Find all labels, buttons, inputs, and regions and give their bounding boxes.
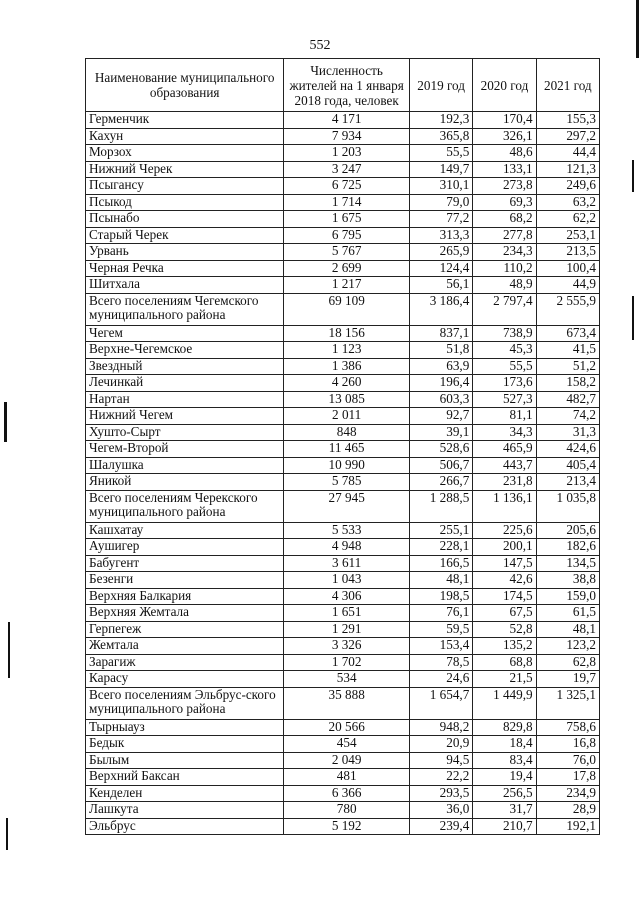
cell-2019: 153,4 [409,638,472,655]
scan-edge-mark [632,296,634,340]
table-row [86,638,600,655]
cell-population: 1 651 [284,605,410,622]
cell-2019: 48,1 [409,572,472,589]
cell-name: Чегем-Второй [86,441,284,458]
cell-2020: 48,6 [473,145,536,162]
cell-2020: 527,3 [473,391,536,408]
cell-2021: 16,8 [536,736,599,753]
cell-2020: 110,2 [473,260,536,277]
cell-2021: 155,3 [536,112,599,129]
cell-2020: 234,3 [473,244,536,261]
cell-2019: 239,4 [409,818,472,835]
cell-2021: 159,0 [536,588,599,605]
table-row [86,588,600,605]
cell-2019: 192,3 [409,112,472,129]
header-2021: 2021 год [536,59,599,112]
cell-2021: 38,8 [536,572,599,589]
cell-name: Яникой [86,474,284,491]
cell-2019: 24,6 [409,671,472,688]
cell-2019: 837,1 [409,325,472,342]
cell-population: 1 291 [284,621,410,638]
table-row [86,802,600,819]
cell-2019: 56,1 [409,277,472,294]
cell-2019: 603,3 [409,391,472,408]
cell-2020: 45,3 [473,342,536,359]
table-row [86,785,600,802]
table-row [86,818,600,835]
cell-2021: 76,0 [536,752,599,769]
cell-population: 5 767 [284,244,410,261]
scan-edge-mark [632,160,634,192]
table-row [86,178,600,195]
cell-2020: 42,6 [473,572,536,589]
cell-2020: 200,1 [473,539,536,556]
cell-2020: 34,3 [473,424,536,441]
cell-population: 3 326 [284,638,410,655]
cell-population: 1 123 [284,342,410,359]
table-row [86,555,600,572]
cell-2020: 231,8 [473,474,536,491]
cell-population: 20 566 [284,719,410,736]
cell-name: Зарагиж [86,654,284,671]
cell-2021: 1 035,8 [536,490,599,522]
scan-edge-mark [8,622,10,678]
table-row [86,572,600,589]
cell-name: Нартан [86,391,284,408]
table-row [86,145,600,162]
cell-2019: 77,2 [409,211,472,228]
cell-2020: 19,4 [473,769,536,786]
table-body [86,112,600,835]
allocation-table [85,58,600,835]
cell-2019: 63,9 [409,358,472,375]
table-row [86,277,600,294]
cell-2020: 135,2 [473,638,536,655]
scan-edge-mark [6,818,8,850]
cell-2020: 173,6 [473,375,536,392]
cell-2020: 18,4 [473,736,536,753]
cell-population: 1 386 [284,358,410,375]
cell-2019: 228,1 [409,539,472,556]
cell-2019: 20,9 [409,736,472,753]
cell-population: 1 043 [284,572,410,589]
header-2020: 2020 год [473,59,536,112]
cell-2019: 265,9 [409,244,472,261]
cell-2021: 213,5 [536,244,599,261]
cell-2020: 147,5 [473,555,536,572]
cell-2020: 48,9 [473,277,536,294]
cell-2021: 41,5 [536,342,599,359]
cell-2020: 68,2 [473,211,536,228]
cell-2019: 528,6 [409,441,472,458]
cell-2020: 68,8 [473,654,536,671]
table-row [86,244,600,261]
cell-2020: 31,7 [473,802,536,819]
cell-population: 5 533 [284,522,410,539]
table-row [86,260,600,277]
scan-edge-mark [636,0,639,58]
cell-name: Лашкута [86,802,284,819]
cell-2020: 326,1 [473,128,536,145]
table-row [86,654,600,671]
cell-population: 2 011 [284,408,410,425]
table-row [86,161,600,178]
cell-2021: 51,2 [536,358,599,375]
cell-2019: 1 288,5 [409,490,472,522]
table-total-row [86,293,600,325]
cell-population: 35 888 [284,687,410,719]
scan-edge-mark [4,402,7,442]
page-number: 552 [309,38,331,53]
cell-2019: 92,7 [409,408,472,425]
table-total-row [86,490,600,522]
cell-name: Шалушка [86,457,284,474]
table-row [86,441,600,458]
cell-2020: 465,9 [473,441,536,458]
cell-name: Бабугент [86,555,284,572]
cell-2020: 1 136,1 [473,490,536,522]
table-row [86,211,600,228]
cell-2019: 506,7 [409,457,472,474]
cell-population: 1 714 [284,194,410,211]
cell-2020: 133,1 [473,161,536,178]
cell-population: 1 702 [284,654,410,671]
cell-2019: 78,5 [409,654,472,671]
table-row [86,605,600,622]
cell-population: 13 085 [284,391,410,408]
cell-2020: 52,8 [473,621,536,638]
cell-2020: 256,5 [473,785,536,802]
cell-2020: 1 449,9 [473,687,536,719]
cell-name: Эльбрус [86,818,284,835]
cell-name: Верхний Баксан [86,769,284,786]
cell-2021: 234,9 [536,785,599,802]
cell-population: 3 247 [284,161,410,178]
cell-population: 534 [284,671,410,688]
cell-name: Шитхала [86,277,284,294]
cell-population: 69 109 [284,293,410,325]
cell-name: Лечинкай [86,375,284,392]
cell-2020: 738,9 [473,325,536,342]
cell-2020: 443,7 [473,457,536,474]
cell-name: Нижний Чегем [86,408,284,425]
cell-2019: 22,2 [409,769,472,786]
table-row [86,408,600,425]
table-row [86,375,600,392]
cell-name: Всего поселениям Черекского муниципального района [86,490,284,522]
cell-name: Кахун [86,128,284,145]
cell-population: 454 [284,736,410,753]
header-name: Наименование муниципального образования [86,59,284,112]
cell-2021: 192,1 [536,818,599,835]
cell-2019: 59,5 [409,621,472,638]
cell-2019: 255,1 [409,522,472,539]
cell-name: Карасу [86,671,284,688]
table-row [86,342,600,359]
header-population: Численность жителей на 1 января 2018 года, человек [284,59,410,112]
cell-2021: 123,2 [536,638,599,655]
table-row [86,671,600,688]
cell-2019: 76,1 [409,605,472,622]
cell-2020: 829,8 [473,719,536,736]
cell-name: Хушто-Сырт [86,424,284,441]
cell-name: Псыгансу [86,178,284,195]
cell-population: 481 [284,769,410,786]
table-row [86,194,600,211]
cell-2019: 51,8 [409,342,472,359]
cell-2021: 182,6 [536,539,599,556]
cell-population: 5 785 [284,474,410,491]
table-row [86,112,600,129]
cell-name: Бедык [86,736,284,753]
cell-name: Псыкод [86,194,284,211]
cell-2019: 293,5 [409,785,472,802]
cell-2019: 36,0 [409,802,472,819]
cell-2020: 83,4 [473,752,536,769]
table-row [86,128,600,145]
cell-name: Кашхатау [86,522,284,539]
cell-name: Тырныауз [86,719,284,736]
cell-2021: 205,6 [536,522,599,539]
cell-2019: 196,4 [409,375,472,392]
table-row [86,752,600,769]
table-row [86,539,600,556]
cell-2020: 55,5 [473,358,536,375]
cell-name: Морзох [86,145,284,162]
cell-2020: 210,7 [473,818,536,835]
cell-name: Черная Речка [86,260,284,277]
cell-2019: 365,8 [409,128,472,145]
cell-2019: 310,1 [409,178,472,195]
cell-population: 1 217 [284,277,410,294]
cell-name: Звездный [86,358,284,375]
cell-2021: 673,4 [536,325,599,342]
cell-name: Чегем [86,325,284,342]
cell-name: Всего поселениям Эльбрус-ского муниципального района [86,687,284,719]
cell-2019: 166,5 [409,555,472,572]
cell-population: 4 171 [284,112,410,129]
cell-population: 4 306 [284,588,410,605]
cell-name: Верхняя Балкария [86,588,284,605]
cell-population: 4 948 [284,539,410,556]
cell-2021: 28,9 [536,802,599,819]
cell-population: 4 260 [284,375,410,392]
cell-name: Былым [86,752,284,769]
cell-population: 2 699 [284,260,410,277]
table-row [86,391,600,408]
cell-2021: 424,6 [536,441,599,458]
cell-2020: 273,8 [473,178,536,195]
cell-population: 1 675 [284,211,410,228]
cell-population: 780 [284,802,410,819]
cell-2021: 158,2 [536,375,599,392]
cell-name: Урвань [86,244,284,261]
cell-population: 1 203 [284,145,410,162]
table-row [86,457,600,474]
cell-2021: 482,7 [536,391,599,408]
cell-2021: 62,8 [536,654,599,671]
cell-population: 18 156 [284,325,410,342]
table-row [86,358,600,375]
cell-2019: 124,4 [409,260,472,277]
cell-2020: 21,5 [473,671,536,688]
cell-2019: 948,2 [409,719,472,736]
cell-population: 11 465 [284,441,410,458]
cell-name: Безенги [86,572,284,589]
cell-2020: 174,5 [473,588,536,605]
cell-2019: 79,0 [409,194,472,211]
header-2019: 2019 год [409,59,472,112]
cell-population: 848 [284,424,410,441]
cell-2019: 266,7 [409,474,472,491]
cell-2019: 94,5 [409,752,472,769]
cell-2021: 249,6 [536,178,599,195]
table-row [86,325,600,342]
cell-2021: 758,6 [536,719,599,736]
cell-2020: 69,3 [473,194,536,211]
table-row [86,719,600,736]
cell-2019: 3 186,4 [409,293,472,325]
table-row [86,522,600,539]
cell-name: Старый Черек [86,227,284,244]
cell-2020: 277,8 [473,227,536,244]
cell-2020: 225,6 [473,522,536,539]
cell-name: Герменчик [86,112,284,129]
table-row [86,474,600,491]
cell-2019: 39,1 [409,424,472,441]
cell-population: 10 990 [284,457,410,474]
cell-population: 3 611 [284,555,410,572]
cell-2019: 55,5 [409,145,472,162]
cell-2021: 44,4 [536,145,599,162]
cell-2020: 2 797,4 [473,293,536,325]
cell-2021: 121,3 [536,161,599,178]
cell-population: 6 366 [284,785,410,802]
cell-population: 6 795 [284,227,410,244]
cell-population: 6 725 [284,178,410,195]
cell-name: Кенделен [86,785,284,802]
cell-2019: 198,5 [409,588,472,605]
cell-2021: 100,4 [536,260,599,277]
cell-2021: 1 325,1 [536,687,599,719]
cell-2021: 213,4 [536,474,599,491]
cell-2020: 170,4 [473,112,536,129]
cell-2021: 19,7 [536,671,599,688]
cell-2019: 149,7 [409,161,472,178]
table-row [86,769,600,786]
cell-population: 7 934 [284,128,410,145]
cell-population: 5 192 [284,818,410,835]
cell-2020: 81,1 [473,408,536,425]
table-row [86,621,600,638]
cell-2021: 134,5 [536,555,599,572]
table-total-row [86,687,600,719]
cell-2021: 297,2 [536,128,599,145]
cell-name: Герпегеж [86,621,284,638]
cell-2021: 44,9 [536,277,599,294]
table-row [86,736,600,753]
cell-2020: 67,5 [473,605,536,622]
cell-2021: 2 555,9 [536,293,599,325]
cell-name: Аушигер [86,539,284,556]
cell-2021: 31,3 [536,424,599,441]
cell-2021: 405,4 [536,457,599,474]
cell-2021: 17,8 [536,769,599,786]
cell-name: Жемтала [86,638,284,655]
cell-name: Верхняя Жемтала [86,605,284,622]
cell-population: 27 945 [284,490,410,522]
cell-name: Псынабо [86,211,284,228]
cell-2021: 74,2 [536,408,599,425]
cell-2019: 1 654,7 [409,687,472,719]
table-header-row [86,59,600,112]
cell-name: Верхне-Чегемское [86,342,284,359]
cell-name: Нижний Черек [86,161,284,178]
cell-2021: 61,5 [536,605,599,622]
cell-2019: 313,3 [409,227,472,244]
cell-2021: 62,2 [536,211,599,228]
table-row [86,227,600,244]
cell-2021: 63,2 [536,194,599,211]
table-row [86,424,600,441]
cell-population: 2 049 [284,752,410,769]
cell-2021: 48,1 [536,621,599,638]
cell-name: Всего поселениям Чегемского муниципального района [86,293,284,325]
cell-2021: 253,1 [536,227,599,244]
